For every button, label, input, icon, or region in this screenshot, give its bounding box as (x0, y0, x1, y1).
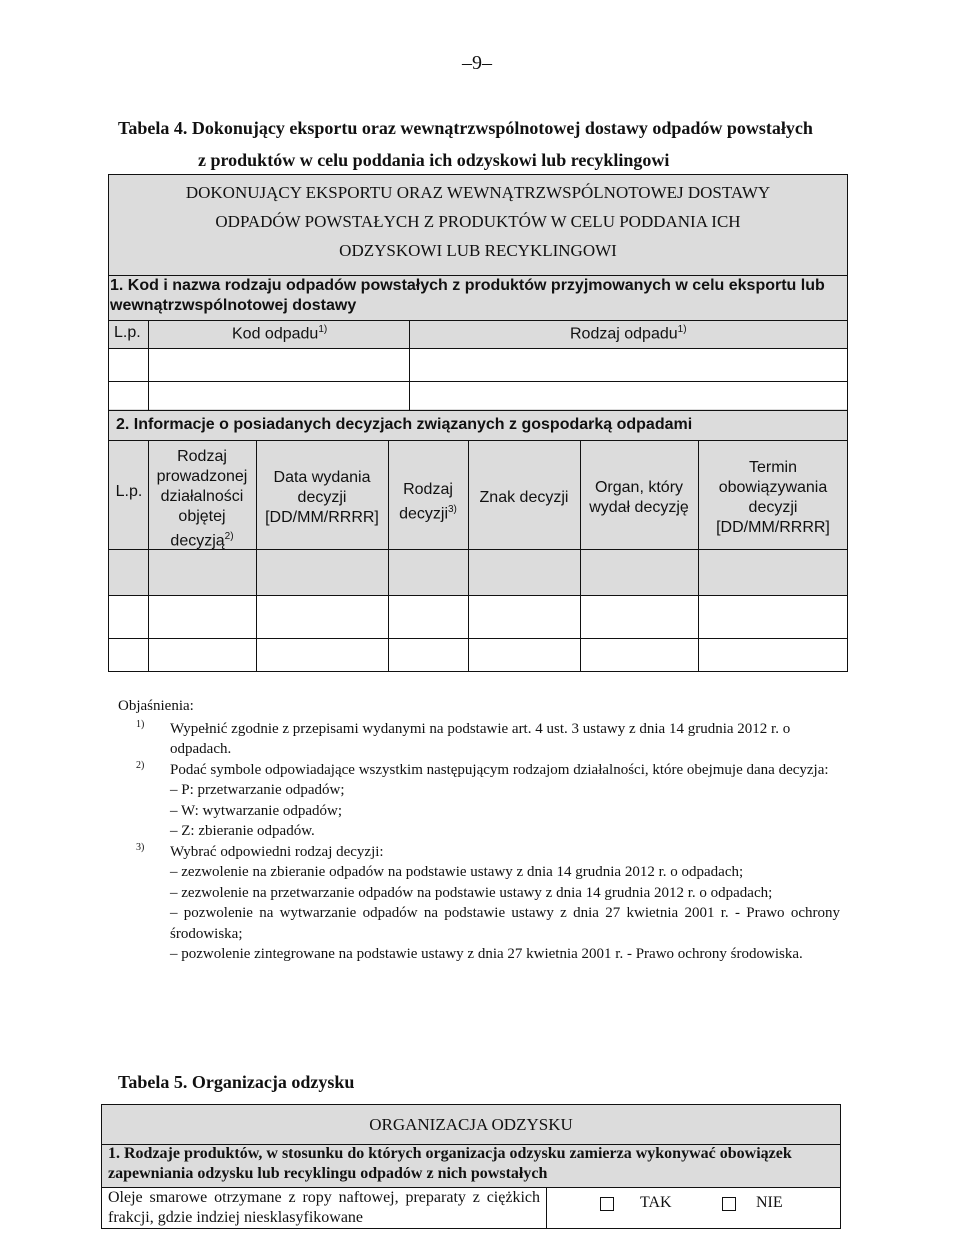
note-3-c: – pozwolenie na wytwarzanie odpadów na podstawie ustawy z dnia 27 kwietnia 2001 r. - Prawo ochrony środowiska; (170, 905, 840, 942)
note-2: 2) Podać symbole odpowiadające wszystkim następującym rodzajom działalności, które obejmuje dana decyzja: (136, 759, 829, 778)
table5-question: 1. Rodzaje produktów, w stosunku do których organizacja odzysku zamierza wykonywać obowiązek zapewniania odzysku lub recyklingu odpadów z nich powstałych (108, 1145, 792, 1182)
table4-header-line3: ODZYSKOWI LUB RECYKLINGOWI (339, 241, 617, 260)
note-2-w: – W: wytwarzanie odpadów; (170, 802, 343, 819)
section2-col-znak: Znak decyzji (479, 489, 569, 506)
section2-col-rodzaj: Rodzaj decyzji$^{3)}$ (399, 481, 457, 523)
section2-col-termin: Termin obowiązywania decyzji [DD/MM/RRRR] (716, 459, 830, 536)
section2-col-lp: L.p. (115, 483, 143, 500)
section2-col-organ: Organ, który wydał decyzję (589, 479, 689, 516)
note-3-b: – zezwolenie na przetwarzanie odpadów na podstawie ustawy z dnia 14 grudnia 2012 r. o odpadach; (170, 884, 773, 901)
table5-header: ORGANIZACJA ODZYSKU (369, 1115, 573, 1134)
table4-header-line1: DOKONUJĄCY EKSPORTU ORAZ WEWNĄTRZWSPÓLNOTOWEJ DOSTAWY (185, 183, 771, 202)
note-3: 3) Wybrać odpowiedni rodzaj decyzji: (136, 841, 384, 860)
note-2-p: – P: przetwarzanie odpadów; (170, 782, 345, 798)
tak-checkbox[interactable] (600, 1197, 614, 1211)
table4-header-line2: ODPADÓW POWSTAŁYCH Z PRODUKTÓW W CELU PODDANIA ICH (215, 212, 741, 231)
note-1: 1) Wypełnić zgodnie z przepisami wydanymi na podstawie art. 4 ust. 3 ustawy z dnia 14 grudnia 2012 r. o odpadach. (136, 718, 791, 757)
table4-caption-line1: Tabela 4. Dokonujący eksportu oraz wewnątrzwspólnotowej dostawy odpadów powstałych (118, 118, 813, 138)
tak-label: TAK (640, 1194, 672, 1211)
nie-checkbox[interactable] (722, 1197, 736, 1211)
notes (118, 696, 840, 965)
table5-item-text: Oleje smarowe otrzymane z ropy naftowej, preparaty z ciężkich frakcji, gdzie indziej niesklasyfikowane (108, 1189, 540, 1226)
notes-heading: Objaśnienia: (118, 698, 194, 714)
table4-header (109, 175, 847, 278)
page-number: –9– (462, 52, 492, 74)
table4-caption (118, 112, 813, 176)
table4-caption-line2: z produktów w celu poddania ich odzyskowi lub recyklingowi (198, 150, 670, 170)
section1-col-kod: Kod odpadu$^{1)}$ (232, 324, 328, 343)
note-2-z: – Z: zbieranie odpadów. (170, 823, 315, 839)
section2-title: 2. Informacje o posiadanych decyzjach związanych z gospodarką odpadami (116, 416, 693, 433)
section1-col-rodzaj: Rodzaj odpadu$^{1)}$ (570, 324, 687, 343)
section2-col-data: Data wydania decyzji [DD/MM/RRRR] (265, 469, 379, 526)
table1-blank-rows-area (109, 349, 847, 409)
section1-title: 1. Kod i nazwa rodzaju odpadów powstałych z produktów przyjmowanych w celu eksportu lub wewnątrzwspólnotowej dostawy (110, 277, 825, 314)
note-3-d: – pozwolenie zintegrowane na podstawie ustawy z dnia 27 kwietnia 2001 r. - Prawo ochrony środowiska. (170, 946, 803, 962)
section1-col-lp: L.p. (114, 324, 141, 341)
table5-caption: Tabela 5. Organizacja odzysku (118, 1072, 355, 1092)
nie-label: NIE (756, 1194, 783, 1211)
note-3-a: – zezwolenie na zbieranie odpadów na podstawie ustawy z dnia 14 grudnia 2012 r. o odpadach; (170, 864, 744, 880)
section2-col-dzialalnosc: Rodzaj prowadzonej działalności objętej decyzją$^{2)}$ (156, 448, 248, 550)
table4-blank-rows-area (109, 596, 847, 671)
